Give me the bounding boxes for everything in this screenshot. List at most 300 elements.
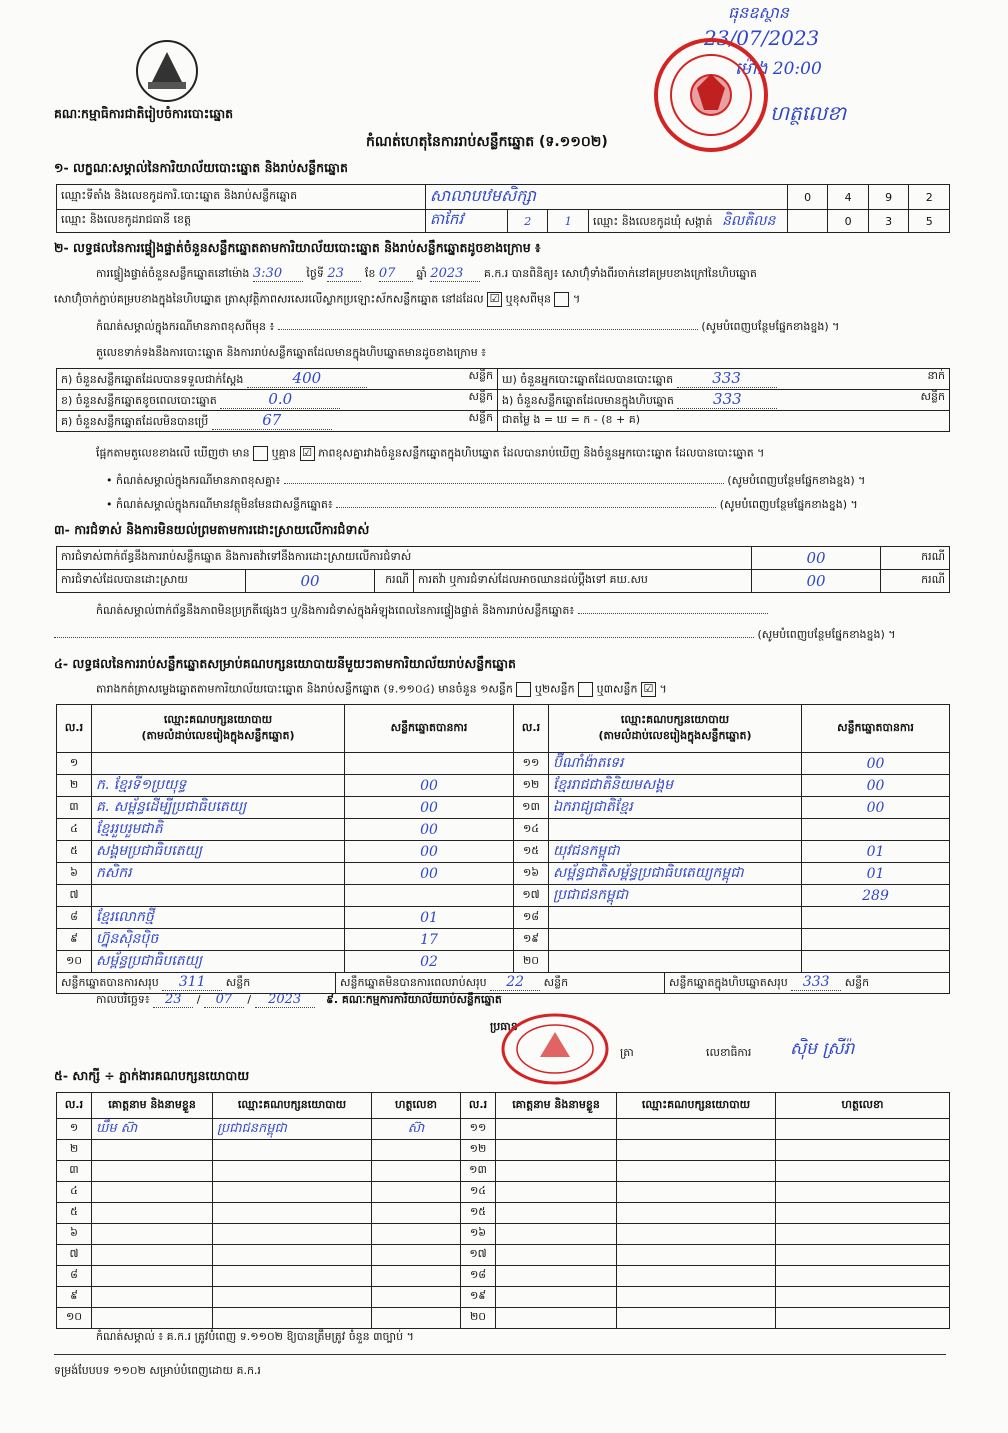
- party-votes: 00: [345, 863, 514, 885]
- row-no: ១៧: [514, 885, 549, 907]
- party-votes: [802, 929, 950, 951]
- witness-party: [213, 1245, 372, 1266]
- witness-party: [617, 1287, 776, 1308]
- row-no: ១២: [461, 1140, 496, 1161]
- col-name: គោត្តនាម និងនាមខ្លួន: [496, 1093, 617, 1119]
- section2-para2: សោហ៊ុំចាក់ភ្ជាប់គម្របខាងក្នុងនៃហិបឆ្នោត ត្រាសុវត្ថិភាពសរសេរលើស្លាកប្រឡោះស័កសន្លឹកឆ្នោត នៅដដែល ☑ ឬខុសពីមុន ។: [54, 292, 581, 306]
- date-day: 23: [153, 992, 193, 1008]
- opt3-text: ឬ៣សន្លឹក: [596, 682, 638, 696]
- col-no: ល.រ: [57, 1093, 92, 1119]
- count-day: 23: [327, 266, 361, 282]
- row-no: ២០: [461, 1308, 496, 1329]
- row-no: ២: [57, 775, 92, 797]
- discrepancy-no-checkbox[interactable]: ☑: [300, 446, 315, 461]
- party-name: ខ្មែរលោកថ្មី: [92, 907, 345, 929]
- witness-row: [57, 1308, 950, 1329]
- witness-sign: [776, 1287, 950, 1308]
- section2-para4: តួលេខទាក់ទងនឹងការបោះឆ្នោត និងការរាប់សន្លឹកឆ្នោតដែលមានក្នុងហិបឆ្នោតមានដូចខាងក្រោម ៖: [96, 346, 487, 359]
- witness-sign: [776, 1245, 950, 1266]
- case-label: ករណី: [881, 570, 950, 593]
- discrepancy-yes-checkbox[interactable]: [253, 446, 268, 461]
- witness-sign: [776, 1182, 950, 1203]
- totals-row: [57, 973, 949, 993]
- bullet1-text: • កំណត់សម្គាល់ក្នុងករណីមានភាពខុសគ្នា៖: [106, 474, 281, 487]
- row-no: ១៦: [461, 1224, 496, 1245]
- witness-row: [57, 1203, 950, 1224]
- witness-sign: [372, 1266, 461, 1287]
- case-label: ករណី: [881, 547, 950, 570]
- party-name: ហ្វ៊ុនស៊ិនប៉ិច: [92, 929, 345, 951]
- row-no: ២: [57, 1140, 92, 1161]
- party-name: [549, 929, 802, 951]
- row-no: ១៨: [461, 1266, 496, 1287]
- party-name: យុវជនកម្ពុជា: [549, 841, 802, 863]
- results-table: [56, 704, 950, 994]
- section5-title: ៥- សាក្សី ÷ ភ្នាក់ងារគណបក្សនយោបាយ: [54, 1068, 250, 1083]
- unit-label: នាក់: [927, 369, 945, 382]
- party-votes: [345, 885, 514, 907]
- party-name: ឯករាជ្យជាតិខ្មែរ: [549, 797, 802, 819]
- station-code-digit: 2: [909, 185, 950, 210]
- witness-name: [92, 1245, 213, 1266]
- row-no: ៥: [57, 841, 92, 863]
- section4-title: ៤- លទ្ធផលនៃការរាប់សន្លឹកឆ្នោតសម្រាប់គណបក្សនយោបាយនីមួយៗតាមការិយាល័យរាប់សន្លឹកឆ្នោត: [54, 656, 516, 671]
- witness-party: [617, 1224, 776, 1245]
- party-votes: [345, 753, 514, 775]
- three-sheet-checkbox[interactable]: ☑: [641, 682, 656, 697]
- party-name: ខ្មែររាជជាតិនិយមសង្គម: [549, 775, 802, 797]
- object-note-field[interactable]: [336, 507, 716, 508]
- unit-label: សន្លឹក: [468, 411, 493, 424]
- party-name: [549, 819, 802, 841]
- total-valid-cell: [57, 973, 336, 993]
- party-votes: 01: [802, 841, 950, 863]
- row-no: ១០: [57, 951, 92, 973]
- witness-name: [92, 1287, 213, 1308]
- party-votes: 01: [345, 907, 514, 929]
- bullet2-text: • កំណត់សម្គាល់ក្នុងករណីមានវត្ថុមិនមែនជាសន្លឹកឆ្នោត៖: [106, 498, 333, 511]
- section3-title: ៣- ការជំទាស់ និងការមិនយល់ព្រមតាមការដោះស្រាយលើការជំទាស់: [54, 522, 370, 537]
- row-no: ៩: [57, 1287, 92, 1308]
- row-no: ១៩: [514, 929, 549, 951]
- results-row: [57, 841, 950, 863]
- received-label: ក) ចំនួនសន្លឹកឆ្នោតដែលបានទទួលជាក់ស្តែង: [61, 373, 244, 386]
- form-footer: ទម្រង់បែបបទ ១១០២ សម្រាប់បំពេញដោយ គ.ក.រ: [54, 1364, 261, 1377]
- committee-sign-label: ៩. គណៈកម្មការការិយាល័យរាប់សន្លឹកឆ្នោត: [326, 993, 502, 1006]
- witness-row: [57, 1224, 950, 1245]
- witness-row: [57, 1266, 950, 1287]
- handwritten-note-time: ម៉ោង 20:00: [735, 59, 822, 79]
- secretary-signature: ស៊ិម ស្រីរ៉ា: [790, 1039, 855, 1059]
- witness-row: [57, 1287, 950, 1308]
- witness-name: [92, 1308, 213, 1329]
- count-year: 2023: [430, 266, 480, 282]
- voters-value: 333: [677, 369, 777, 388]
- province-label: ឈ្មោះ និងលេខកូដរាជធានី ខេត្ត: [57, 210, 426, 233]
- witness-row: [57, 1119, 950, 1140]
- secretary-label: លេខាធិការ: [706, 1046, 752, 1059]
- row-no: ៥: [57, 1203, 92, 1224]
- para1-text: ខែ: [364, 267, 376, 280]
- party-votes: [802, 907, 950, 929]
- witness-name: [92, 1182, 213, 1203]
- discrepancy-note-field[interactable]: [284, 483, 724, 484]
- witness-party: [213, 1287, 372, 1308]
- witness-name: [496, 1266, 617, 1287]
- section1-table: [56, 184, 950, 233]
- row-no: ១: [57, 1119, 92, 1140]
- station-code-digit: 9: [868, 185, 909, 210]
- col-party: ឈ្មោះគណបក្សនយោបាយ: [617, 1093, 776, 1119]
- bullet2-hint: (សូមបំពេញបន្ថែមផ្នែកខាងខ្នង) ។: [719, 498, 858, 511]
- party-votes: 00: [802, 797, 950, 819]
- witness-name: [92, 1203, 213, 1224]
- objection-label: ការជំទាស់ពាក់ព័ន្ធនឹងការរាប់សន្លឹកឆ្នោត និងការតវ៉ាទៅនឹងការដោះស្រាយលើការជំទាស់: [57, 547, 752, 570]
- section1-title: ១- លក្ខណៈសម្គាល់នៃការិយាល័យបោះឆ្នោត និងរាប់សន្លឹកឆ្នោត: [54, 160, 348, 175]
- witness-name: [496, 1140, 617, 1161]
- results-row: [57, 929, 950, 951]
- unit-label: សន្លឹក: [468, 369, 493, 382]
- chair-label: ប្រធាន: [490, 1020, 518, 1033]
- results-row: [57, 951, 950, 973]
- para1-text: ថ្ងៃទី: [306, 267, 324, 280]
- row-no: ១១: [461, 1119, 496, 1140]
- unused-label: គ) ចំនួនសន្លឹកឆ្នោតដែលមិនបានប្រើ: [61, 415, 209, 428]
- commune-code-digit: 0: [828, 210, 869, 233]
- witness-sign: [776, 1266, 950, 1287]
- row-no: ៨: [57, 907, 92, 929]
- witness-sign: [776, 1224, 950, 1245]
- station-label: ឈ្មោះទីតាំង និងលេខកូដការិ.បោះឆ្នោត និងរាប់សន្លឹកឆ្នោត: [57, 185, 426, 210]
- party-votes: [802, 819, 950, 841]
- row-no: ១២: [514, 775, 549, 797]
- commune-code-digit: 5: [909, 210, 950, 233]
- irregularity-note-field[interactable]: [578, 613, 768, 614]
- total-invalid-label: សន្លឹកឆ្នោតមិនបានការពេលរាប់សរុប: [340, 976, 487, 989]
- row-no: ១៣: [514, 797, 549, 819]
- committee-name: គណៈកម្មាធិការជាតិរៀបចំការបោះឆ្នោត: [54, 106, 234, 121]
- witness-row: [57, 1140, 950, 1161]
- total-box-label: សន្លឹកឆ្នោតក្នុងហិបឆ្នោតសរុប: [669, 976, 788, 989]
- total-valid-value: 311: [162, 974, 222, 991]
- appeal-label: ការតវ៉ា ឬការជំទាស់ដែលអាចឈានដល់ប្តឹងទៅ គឃ.សប: [414, 570, 752, 593]
- row-no: ៤: [57, 819, 92, 841]
- unit-label: សន្លឹក: [225, 976, 251, 989]
- unchanged-checkbox[interactable]: ☑: [487, 292, 502, 307]
- in-box-value: 333: [677, 390, 777, 409]
- witness-name: [496, 1119, 617, 1140]
- witness-name: [496, 1161, 617, 1182]
- row-no: ៦: [57, 863, 92, 885]
- results-row: [57, 797, 950, 819]
- spoiled-label: ខ) ចំនួនសន្លឹកឆ្នោតខូចពេលបោះឆ្នោត: [61, 394, 217, 407]
- formula: ជាតម្លៃ ង = ឃ = ក - (ខ + គ): [498, 411, 950, 432]
- witness-sign: [372, 1140, 461, 1161]
- total-box-cell: [665, 973, 950, 993]
- witness-sign: [372, 1308, 461, 1329]
- row-no: ១: [57, 753, 92, 775]
- intro-text: តារាងកត់ត្រាសម្លេងឆ្នោតតាមការិយាល័យបោះឆ្នោត និងរាប់សន្លឹកឆ្នោត (ទ.១១០៤) មានចំនួន ១សន្លឹក: [96, 682, 513, 696]
- col-no: ល.រ: [514, 705, 549, 753]
- witness-sign: [776, 1119, 950, 1140]
- party-name: [92, 753, 345, 775]
- section3-note-row2: [54, 628, 954, 644]
- total-valid-label: សន្លឹកឆ្នោតបានការសរុប: [61, 976, 159, 989]
- row-no: ១៩: [461, 1287, 496, 1308]
- party-name: [549, 907, 802, 929]
- para5-text: ឬគ្មាន: [271, 446, 297, 460]
- witness-sign: [776, 1140, 950, 1161]
- row-no: ៧: [57, 885, 92, 907]
- witness-row: [57, 1161, 950, 1182]
- nec-emblem-icon: [134, 38, 200, 104]
- witness-sign: [372, 1182, 461, 1203]
- col-party-line2: (តាមលំដាប់លេខរៀងក្នុងសន្លឹកឆ្នោត): [141, 728, 295, 742]
- col-party: ឈ្មោះគណបក្សនយោបាយ: [213, 1093, 372, 1119]
- unit-label: សន្លឹក: [920, 390, 945, 403]
- party-votes: 00: [345, 841, 514, 863]
- handwritten-note-line1: ធុនឧស្ថាន: [728, 3, 789, 22]
- results-row: [57, 753, 950, 775]
- handwritten-signature: ហត្ថលេខា: [770, 101, 847, 125]
- row-no: ១៥: [461, 1203, 496, 1224]
- para5-text: ផ្អែកតាមតួលេខខាងលើ ឃើញថា មាន: [96, 446, 250, 460]
- resolved-value: 00: [246, 570, 375, 593]
- witness-name: [92, 1140, 213, 1161]
- section2-title: ២- លទ្ធផលនៃការផ្ទៀងផ្ទាត់ចំនួនសន្លឹកឆ្នោតតាមការិយាល័យបោះឆ្នោត និងរាប់សន្លឹកឆ្នោតដូចខាងក្រោម ៖: [54, 240, 541, 255]
- section4-intro: តារាងកត់ត្រាសម្លេងឆ្នោតតាមការិយាល័យបោះឆ្នោត និងរាប់សន្លឹកឆ្នោត (ទ.១១០៤) មានចំនួន ១សន្លឹក ឬ២សន្លឹក ឬ៣សន្លឹក ☑ ។: [96, 682, 667, 696]
- commune-code-digit: 3: [868, 210, 909, 233]
- party-name: កសិករ: [92, 863, 345, 885]
- col-name: គោត្តនាម និងនាមខ្លួន: [92, 1093, 213, 1119]
- row-no: ១៧: [461, 1245, 496, 1266]
- changed-checkbox[interactable]: [554, 292, 569, 307]
- party-votes: 00: [345, 775, 514, 797]
- col-party-line1: ឈ្មោះគណបក្សនយោបាយ: [163, 712, 273, 726]
- witness-sign: [776, 1308, 950, 1329]
- witness-name: [496, 1245, 617, 1266]
- party-votes: 02: [345, 951, 514, 973]
- spoiled-value: 0.0: [220, 390, 340, 409]
- witness-name: [496, 1224, 617, 1245]
- party-name: ក. ខ្មែរទី១ប្រយុទ្ធ: [92, 775, 345, 797]
- witness-party: [213, 1203, 372, 1224]
- change-note-field[interactable]: [278, 329, 698, 330]
- row-no: ១៤: [514, 819, 549, 841]
- count-month: 07: [379, 266, 413, 282]
- witness-sign: [776, 1203, 950, 1224]
- total-invalid-cell: [336, 973, 665, 993]
- row-no: ១០: [57, 1308, 92, 1329]
- witness-party: [213, 1161, 372, 1182]
- station-value: សាលាបឋមសិក្សា: [425, 185, 787, 210]
- objection-value: 00: [752, 547, 881, 570]
- col-sign: ហត្ថលេខា: [776, 1093, 950, 1119]
- date-month: 07: [204, 992, 244, 1008]
- witness-party: [617, 1140, 776, 1161]
- official-stamp-top: [652, 36, 770, 154]
- party-name: សម្ព័ន្ធជាតិសម្ព័ន្ធប្រជាធិបតេយ្យកម្ពុជា: [549, 863, 802, 885]
- col-no: ល.រ: [461, 1093, 496, 1119]
- party-name: [92, 885, 345, 907]
- witness-party: [617, 1245, 776, 1266]
- one-sheet-checkbox[interactable]: [516, 682, 531, 697]
- row-no: ៨: [57, 1266, 92, 1287]
- witness-name: [92, 1224, 213, 1245]
- witness-party: [213, 1266, 372, 1287]
- party-name: ខ្មែររួបរួមជាតិ: [92, 819, 345, 841]
- witness-party: [617, 1266, 776, 1287]
- witness-table: [56, 1092, 950, 1329]
- witness-party: [617, 1308, 776, 1329]
- row-no: ៣: [57, 1161, 92, 1182]
- section3-hint: (សូមបំពេញបន្ថែមផ្នែកខាងខ្នង) ។: [757, 628, 896, 641]
- row-no: ១៦: [514, 863, 549, 885]
- voters-label: ឃ) ចំនួនអ្នកបោះឆ្នោតដែលបានបោះឆ្នោត: [502, 373, 674, 386]
- form-title: កំណត់ហេតុនៃការរាប់សន្លឹកឆ្នោត (ទ.១១០២): [366, 134, 608, 150]
- section2-para1: [96, 266, 956, 283]
- witness-sign: ស៊ា: [372, 1119, 461, 1140]
- section5-note: កំណត់សម្គាល់ ៖ គ.ក.រ ត្រូវបំពេញ ទ.១១០២ ឱ្យបានត្រឹមត្រូវ ចំនួន ៣ច្បាប់ ។: [96, 1330, 414, 1343]
- col-votes: សន្លឹកឆ្នោតបានការ: [802, 705, 950, 753]
- appeal-value: 00: [752, 570, 881, 593]
- para2-text: សោហ៊ុំចាក់ភ្ជាប់គម្របខាងក្នុងនៃហិបឆ្នោត ត្រាសុវត្ថិភាពសរសេរលើស្លាកប្រឡោះស័កសន្លឹកឆ្នោត នៅដដែល: [54, 292, 484, 306]
- witness-party: [213, 1182, 372, 1203]
- official-stamp-bottom: [500, 1012, 610, 1086]
- bullet1-row: [106, 474, 956, 490]
- date-year: 2023: [255, 992, 315, 1008]
- col-no: ល.រ: [57, 705, 92, 753]
- col-party-line2: (តាមលំដាប់លេខរៀងក្នុងសន្លឹកឆ្នោត): [598, 728, 752, 742]
- para3-text: កំណត់សម្គាល់ក្នុងករណីមានភាពខុសពីមុន ៖: [96, 320, 275, 333]
- para2-text: ឬខុសពីមុន: [505, 292, 551, 306]
- received-value: 400: [247, 369, 367, 388]
- date-label: កាលបរិច្ឆេទ៖: [96, 993, 150, 1006]
- bullet1-hint: (សូមបំពេញបន្ថែមផ្នែកខាងខ្នង) ។: [727, 474, 866, 487]
- witness-name: [496, 1287, 617, 1308]
- irregularity-note-field-2[interactable]: [54, 637, 754, 638]
- witness-name: [496, 1182, 617, 1203]
- party-name: គ. សម្ព័ន្ធដើម្បីប្រជាធិបតេយ្យ: [92, 797, 345, 819]
- party-votes: 00: [345, 797, 514, 819]
- section3-note: កំណត់សម្គាល់ពាក់ព័ន្ធនឹងភាពមិនប្រក្រតីផ្សេងៗ ឬ/និងការជំទាស់ក្នុងអំឡុងពេលនៃការផ្ទៀងផ្ទាត់ និងការរាប់សន្លឹកឆ្នោត៖: [96, 604, 575, 617]
- row-no: ៦: [57, 1224, 92, 1245]
- party-name: [549, 951, 802, 973]
- unit-label: សន្លឹក: [468, 390, 493, 403]
- row-no: ៧: [57, 1245, 92, 1266]
- results-row: [57, 819, 950, 841]
- witness-row: [57, 1245, 950, 1266]
- witness-sign: [372, 1245, 461, 1266]
- total-box-value: 333: [791, 974, 841, 991]
- count-time: 3:30: [253, 266, 303, 282]
- row-no: ១១: [514, 753, 549, 775]
- col-party: [92, 705, 345, 753]
- party-name: ប្រជាជនកម្ពុជា: [549, 885, 802, 907]
- witness-name: [496, 1308, 617, 1329]
- province-code-digit: 2: [507, 210, 548, 233]
- ballot-figures-table: [56, 368, 950, 432]
- party-votes: 01: [802, 863, 950, 885]
- footer-divider: [54, 1354, 946, 1355]
- witness-party: [617, 1203, 776, 1224]
- unit-label: សន្លឹក: [543, 976, 569, 989]
- resolved-label: ការជំទាស់ដែលបានដោះស្រាយ: [57, 570, 246, 593]
- col-votes: សន្លឹកឆ្នោតបានការ: [345, 705, 514, 753]
- results-row: [57, 885, 950, 907]
- unit-label: សន្លឹក: [844, 976, 870, 989]
- opt2-text: ឬ២សន្លឹក: [534, 682, 575, 696]
- station-code-digit: 0: [787, 185, 828, 210]
- col-party: [549, 705, 802, 753]
- para1-text: ការផ្ទៀងផ្ទាត់ចំនួនសន្លឹកឆ្នោតនៅម៉ោង: [96, 267, 250, 280]
- witness-name: [92, 1266, 213, 1287]
- commune-value: និលតិលន: [722, 212, 776, 229]
- results-row: [57, 907, 950, 929]
- party-votes: [802, 951, 950, 973]
- province-value: តាកែវ: [425, 210, 507, 233]
- witness-name: [92, 1161, 213, 1182]
- witness-sign: [372, 1287, 461, 1308]
- total-invalid-value: 22: [490, 974, 540, 991]
- in-box-label: ង) ចំនួនសន្លឹកឆ្នោតដែលមានក្នុងហិបឆ្នោត: [502, 394, 674, 407]
- col-party-line1: ឈ្មោះគណបក្សនយោបាយ: [620, 712, 730, 726]
- witness-party: [213, 1308, 372, 1329]
- results-row: [57, 775, 950, 797]
- station-code-digit: 4: [828, 185, 869, 210]
- section2-para5: [96, 446, 956, 463]
- row-no: ១៥: [514, 841, 549, 863]
- party-votes: 00: [345, 819, 514, 841]
- party-votes: 289: [802, 885, 950, 907]
- witness-sign: [372, 1161, 461, 1182]
- section3-note-row: [96, 604, 956, 620]
- party-votes: 00: [802, 753, 950, 775]
- witness-party: [617, 1161, 776, 1182]
- row-no: ៣: [57, 797, 92, 819]
- para3-hint: (សូមបំពេញបន្ថែមផ្នែកខាងខ្នង) ។: [701, 320, 840, 333]
- row-no: ១៣: [461, 1161, 496, 1182]
- date-row: កាលបរិច្ឆេទ៖ 23 / 07 / 2023 ៩. គណៈកម្មការការិយាល័យរាប់សន្លឹកឆ្នោត: [96, 992, 502, 1007]
- bullet2-row: [106, 498, 956, 514]
- witness-name: ឃឹម ស៊ា: [92, 1119, 213, 1140]
- party-name: សង្គមប្រជាធិបតេយ្យ: [92, 841, 345, 863]
- witness-sign: [776, 1161, 950, 1182]
- para5-text: ភាពខុសគ្នារវាងចំនួនសន្លឹកឆ្នោតក្នុងហិបឆ្នោត ដែលបានរាប់ឃើញ និងចំនួនអ្នកបោះឆ្នោត ដែលបានបោះឆ្នោត ។: [318, 446, 765, 460]
- case-label: ករណី: [375, 570, 414, 593]
- witness-row: [57, 1182, 950, 1203]
- witness-party: [617, 1182, 776, 1203]
- handwritten-note-date: 23/07/2023: [704, 26, 820, 50]
- witness-name: [496, 1203, 617, 1224]
- row-no: ១៤: [461, 1182, 496, 1203]
- chair-suffix: ត្រា: [620, 1046, 634, 1059]
- two-sheet-checkbox[interactable]: [578, 682, 593, 697]
- objections-table: [56, 546, 950, 593]
- witness-sign: [372, 1224, 461, 1245]
- section2-para3: [96, 320, 954, 336]
- row-no: ១៨: [514, 907, 549, 929]
- row-no: ៤: [57, 1182, 92, 1203]
- witness-sign: [372, 1203, 461, 1224]
- para1-text: ឆ្នាំ: [416, 267, 427, 280]
- unused-value: 67: [212, 411, 332, 430]
- witness-party: [213, 1224, 372, 1245]
- row-no: ២០: [514, 951, 549, 973]
- party-votes: 00: [802, 775, 950, 797]
- results-row: [57, 863, 950, 885]
- party-name: ប៊ីណាំង៉ាតទេរ: [549, 753, 802, 775]
